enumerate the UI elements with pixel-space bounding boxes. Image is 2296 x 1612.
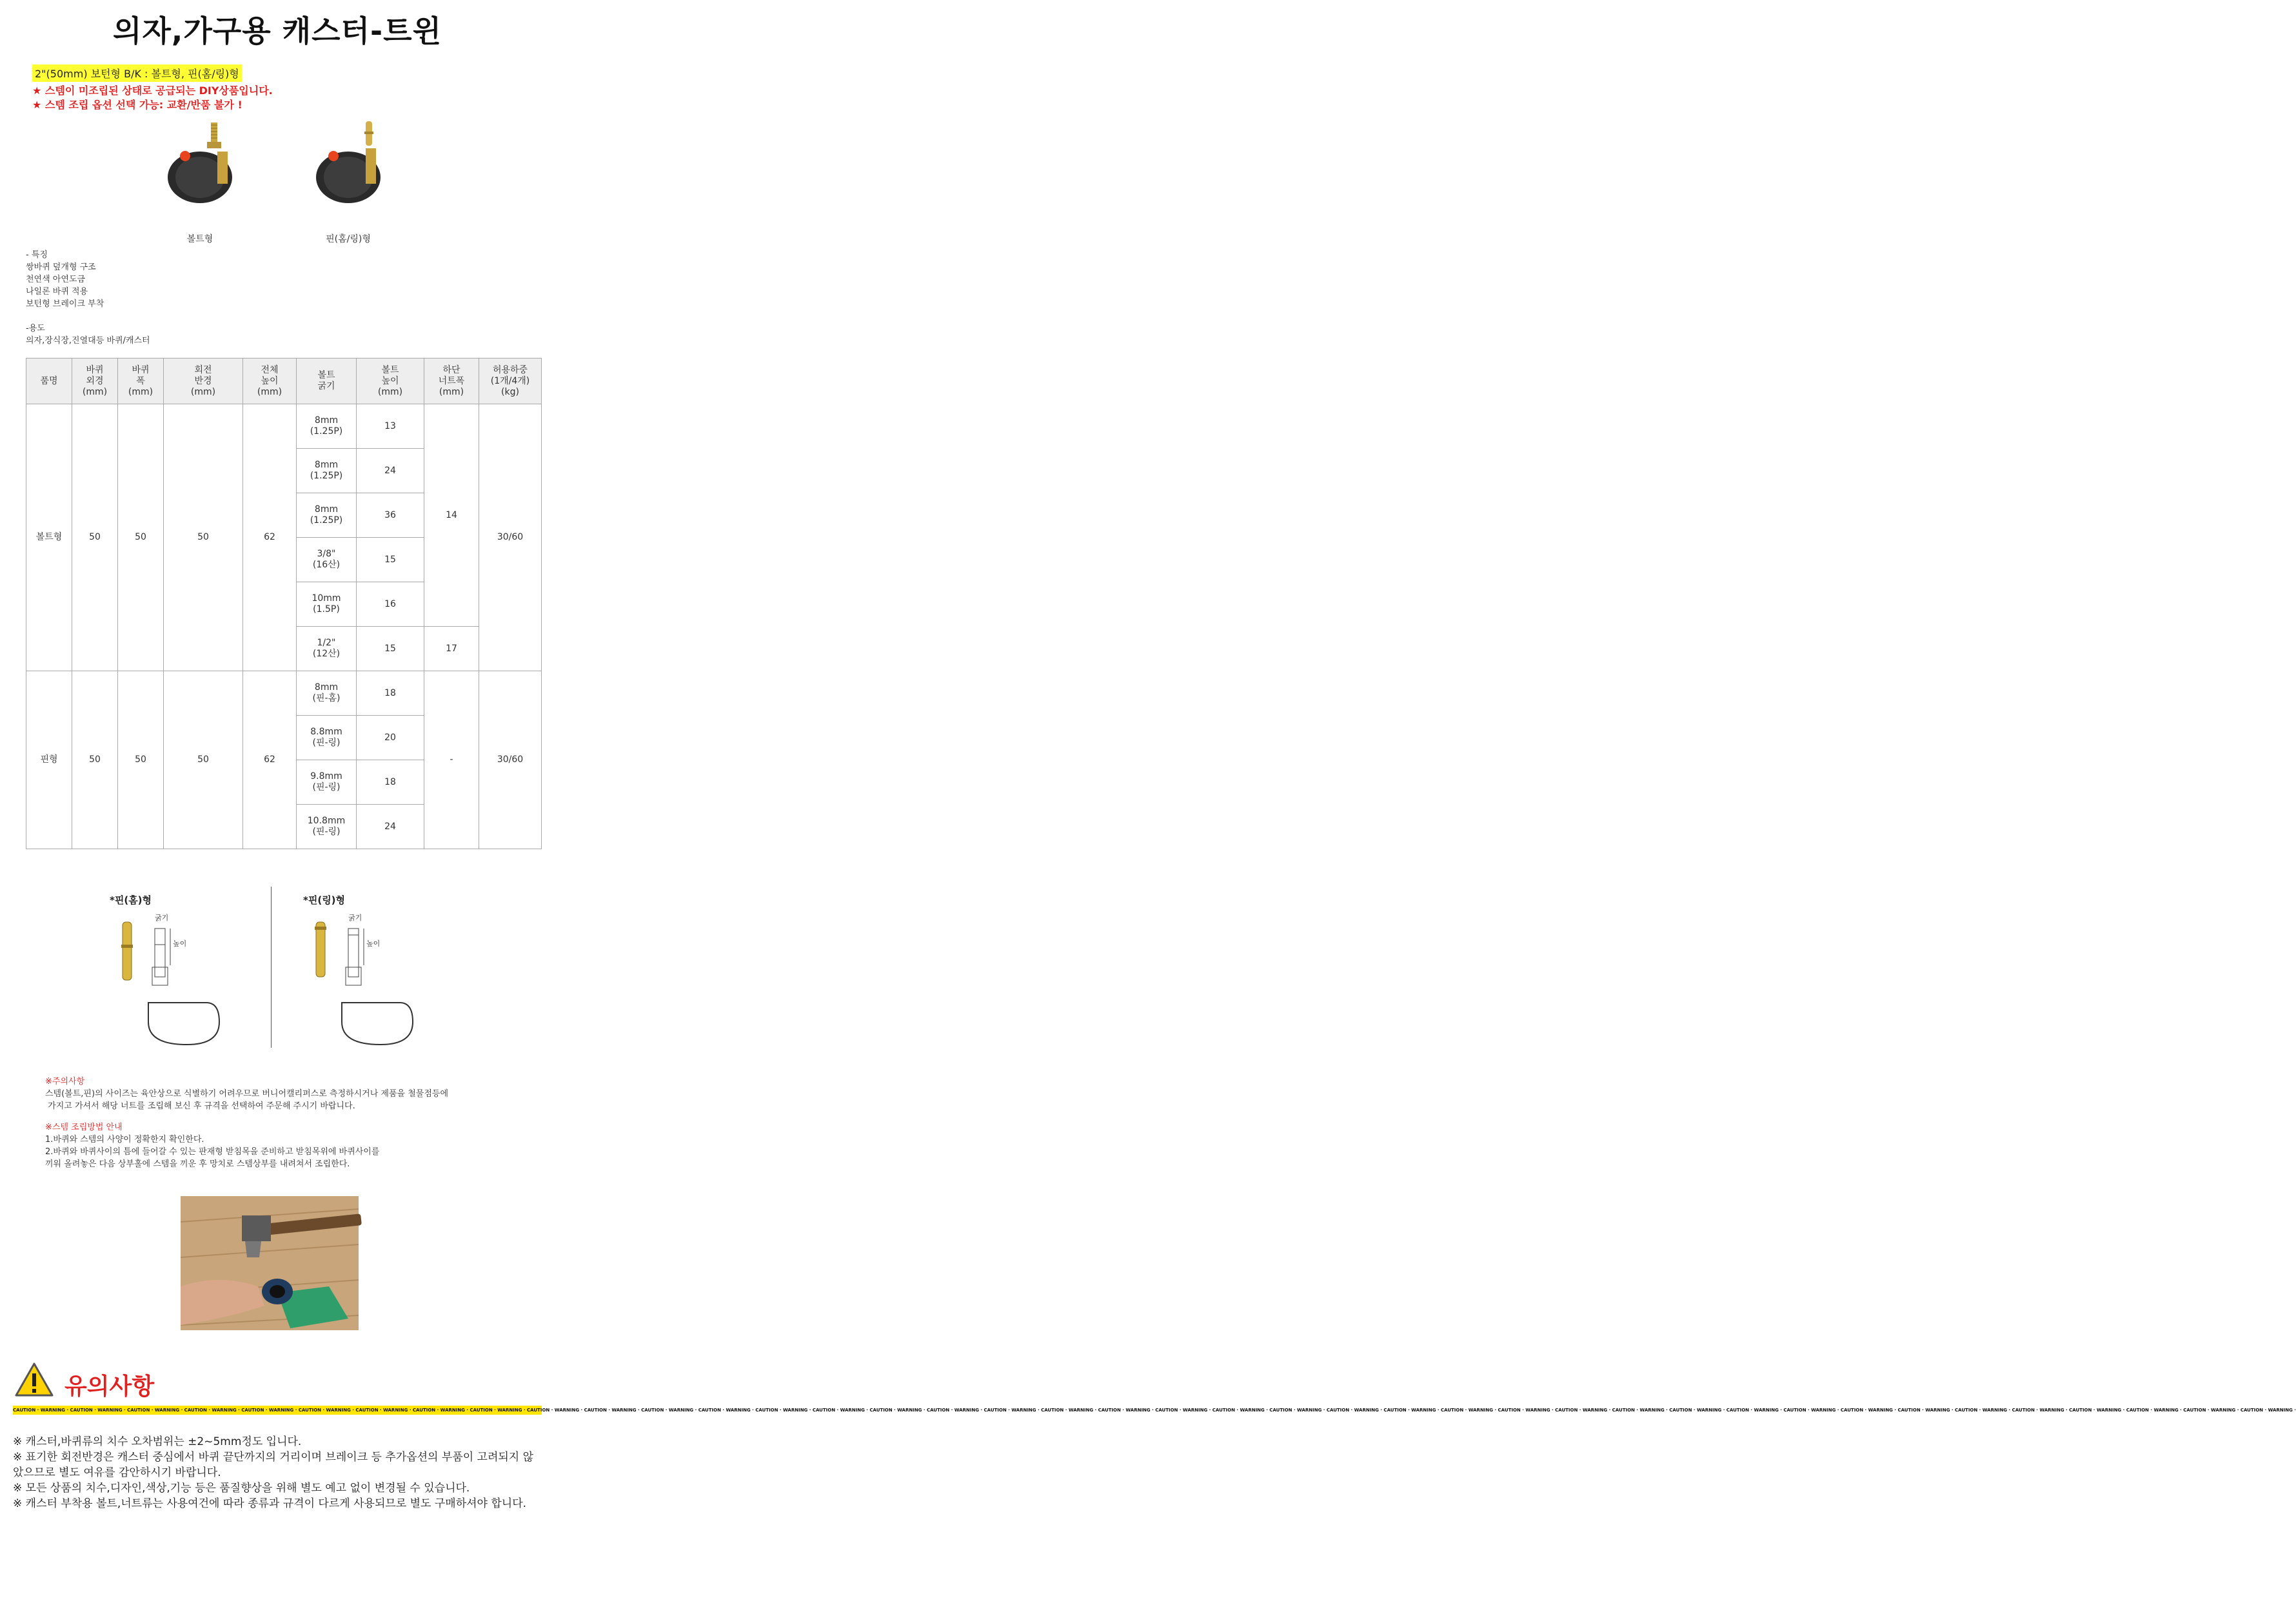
- caution-notes: [13, 1434, 542, 1511]
- cell-name: 핀형: [26, 671, 72, 849]
- caution-line: ※ 모든 상품의 치수,디자인,색상,기능 등은 품질향상을 위해 별도 예고 없이 변경될 수 있습니다.: [13, 1482, 470, 1495]
- pin-ring-diagram: [303, 906, 451, 1048]
- cell-bolt-height: 20: [357, 716, 424, 760]
- height-label: 높이: [173, 939, 187, 948]
- thickness-label: 굵기: [155, 914, 169, 922]
- cell-name: 볼트형: [26, 404, 72, 671]
- pin-caster-image: [293, 116, 403, 226]
- cell-bolt-size: 8mm (1.25P): [297, 404, 357, 449]
- header-name: 품명: [26, 359, 72, 404]
- spec-highlight: 2"(50mm) 보턴형 B/K : 볼트형, 핀(홈/링)형: [32, 64, 242, 82]
- thickness-label: 굵기: [348, 914, 362, 922]
- cell-load: 30/60: [479, 404, 542, 671]
- header-outer: 바퀴 외경 (mm): [72, 359, 118, 404]
- header-radius: 회전 반경 (mm): [164, 359, 243, 404]
- notes-head-assembly: ※스템 조립방법 안내: [45, 1123, 123, 1132]
- product-label: 볼트형: [186, 234, 213, 244]
- caution-line: ※ 캐스터,바퀴류의 치수 오차범위는 ±2~5mm정도 입니다.: [13, 1435, 302, 1448]
- notes-head-caution: ※주의사항: [45, 1077, 85, 1086]
- cell-bolt-height: 15: [357, 538, 424, 582]
- cell-bolt-height: 36: [357, 493, 424, 538]
- cell-bolt-height: 15: [357, 627, 424, 671]
- cell-bolt-size: 8mm (1.25P): [297, 449, 357, 493]
- cell-bolt-size: 10.8mm (핀-링): [297, 805, 357, 849]
- table-row: [26, 404, 542, 449]
- table-row: [26, 671, 542, 716]
- bolt-caster-image: [145, 116, 255, 226]
- cell-bolt-height: 24: [357, 449, 424, 493]
- cell-bolt-height: 16: [357, 582, 424, 627]
- header-load: 허용하중 (1개/4개) (kg): [479, 359, 542, 404]
- cell-nut: 17: [424, 627, 479, 671]
- cell-outer: 50: [72, 671, 118, 849]
- spec-table: [26, 358, 542, 849]
- caution-tape: CAUTION · WARNING · CAUTION · WARNING · CAUTION · WARNING · CAUTION · WARNING · CAUTION · WARNING · CAUTION · WARNING · CAUTION · WARNING · CAUTION · WARNING · CAUTION · WARNING · CAUTION · WARNING · CAUTION · WARNING · CAUTION · WARNING · CAUTION · WARNING · CAUTION · WARNING · CAUTION · WARNING · CAUTION · WARNING · CAUTION · WARNING · CAUTION · WARNING · CAUTION · WARNING · CAUTION · WARNING · CAUTION · WARNING · CAUTION · WARNING · CAUTION · WARNING · CAUTION · WARNING · CAUTION · WARNING · CAUTION · WARNING · CAUTION · WARNING · CAUTION · WARNING · CAUTION · WARNING · CAUTION · WARNING · CAUTION · WARNING · CAUTION · WARNING · CAUTION · WARNING · CAUTION · WARNING · CAUTION · WARNING · CAUTION · WARNING · CAUTION · WARNING · CAUTION · WARNING · CAUTION · WARNING · CAUTION · WARNING ·: [13, 1406, 542, 1415]
- cell-bolt-height: 18: [357, 671, 424, 716]
- features-text: - 특징 쌍바퀴 덮개형 구조 천연색 아연도금 나일론 바퀴 적용 보턴형 브레이크 부착 -용도 의자,장식장,진열대등 바퀴/캐스터: [26, 250, 150, 346]
- cell-outer: 50: [72, 404, 118, 671]
- cell-width: 50: [118, 404, 164, 671]
- warning-icon: [14, 1362, 54, 1398]
- header-bolt-size: 볼트 굵기: [297, 359, 357, 404]
- pin-groove-diagram: [110, 906, 258, 1048]
- caution-line: ※ 표기한 회전반경은 캐스터 중심에서 바퀴 끝단까지의 거리이며 브레이크 등 추가옵션의 부품이 고려되지 않았으므로 별도 여유를 감안하시기 바랍니다.: [13, 1451, 534, 1479]
- product-pin-type: [293, 116, 403, 245]
- cell-nut: -: [424, 671, 479, 849]
- notes-section: [45, 1076, 522, 1170]
- cell-nut: 14: [424, 404, 479, 627]
- cell-bolt-size: 9.8mm (핀-링): [297, 760, 357, 805]
- notes-body-caution: 스템(볼트,핀)의 사이즈는 육안상으로 식별하기 어려우므로 버니어캘리퍼스로 측정하시거나 제품을 철물점등에 가지고 가셔서 해당 너트를 조립해 보신 후 규격을 선택하여 주문해 주시기 바랍니다.: [45, 1089, 449, 1111]
- cell-radius: 50: [164, 671, 243, 849]
- cell-bolt-height: 24: [357, 805, 424, 849]
- assembly-photo: [181, 1196, 359, 1330]
- header-height: 전체 높이 (mm): [243, 359, 297, 404]
- cell-height: 62: [243, 404, 297, 671]
- pin-groove-label: *핀(홈)형: [110, 894, 152, 906]
- cell-height: 62: [243, 671, 297, 849]
- height-label: 높이: [366, 939, 381, 948]
- product-bolt-type: [145, 116, 255, 245]
- cell-bolt-size: 1/2" (12산): [297, 627, 357, 671]
- cell-bolt-size: 8.8mm (핀-링): [297, 716, 357, 760]
- diy-notice: ★ 스템이 미조립된 상태로 공급되는 DIY상품입니다.: [32, 84, 273, 97]
- header-bolt-height: 볼트 높이 (mm): [357, 359, 424, 404]
- cell-load: 30/60: [479, 671, 542, 849]
- divider: [271, 887, 272, 1048]
- cell-bolt-size: 10mm (1.5P): [297, 582, 357, 627]
- pin-ring-label: *핀(링)형: [303, 894, 346, 906]
- pin-diagrams: [97, 887, 458, 1054]
- header-width: 바퀴 폭 (mm): [118, 359, 164, 404]
- cell-bolt-size: 8mm (핀-홈): [297, 671, 357, 716]
- cell-radius: 50: [164, 404, 243, 671]
- caution-title: 유의사항: [64, 1373, 155, 1400]
- header-nut: 하단 너트폭 (mm): [424, 359, 479, 404]
- notes-body-assembly: 1.바퀴와 스템의 사양이 정확한지 확인한다. 2.바퀴와 바퀴사이의 틈에 들어갈 수 있는 판재형 받침목을 준비하고 받침목위에 바퀴사이를 끼워 올려놓은 다음 상부홀에 스템을 끼운 후 망치로 스템상부를 내려쳐서 조립한다.: [45, 1135, 380, 1169]
- option-notice: ★ 스템 조립 옵션 선택 가능: 교환/반품 불가 !: [32, 99, 242, 111]
- cell-bolt-size: 8mm (1.25P): [297, 493, 357, 538]
- caution-line: ※ 캐스터 부착용 볼트,너트류는 사용여건에 따라 종류과 규격이 다르게 사용되므로 별도 구매하셔야 합니다.: [13, 1497, 527, 1510]
- table-header-row: [26, 359, 542, 404]
- cell-bolt-height: 18: [357, 760, 424, 805]
- page-title: 의자,가구용 캐스터-트윈: [113, 14, 442, 48]
- cell-bolt-height: 13: [357, 404, 424, 449]
- cell-width: 50: [118, 671, 164, 849]
- cell-bolt-size: 3/8" (16산): [297, 538, 357, 582]
- product-label: 핀(홈/링)형: [326, 234, 371, 244]
